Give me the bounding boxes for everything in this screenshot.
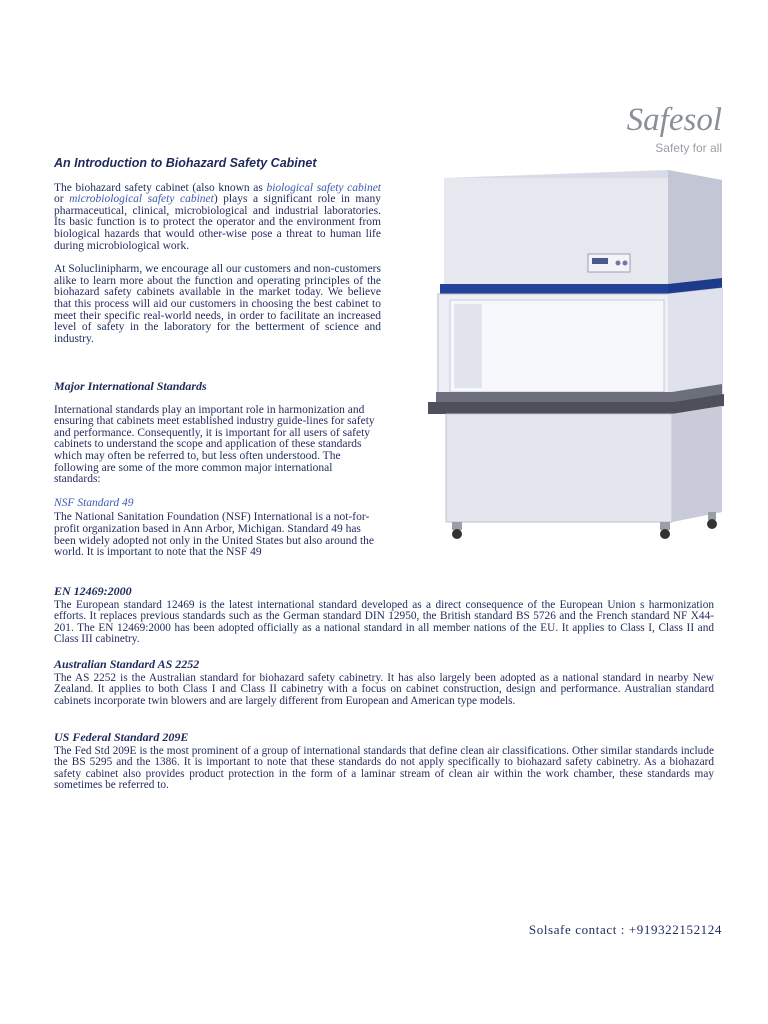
intro-paragraph-2: At Soluclinipharm, we encourage all our customers and non-customers alike to learn more about the function and operating principles of the biohazard safety cabinets available in the market today. We believe that this process will aid our customers in choosing the best cabinet to meet their specific real-world needs, in order to facilitate an increased level of safety in the laboratory for the betterment of science and industry. — [54, 263, 381, 345]
brand-tagline: Safety for all — [655, 141, 722, 155]
intro-section — [54, 158, 381, 345]
intro-p1-term-2: microbiological safety cabinet — [69, 193, 214, 206]
biohazard-cabinet-image — [410, 170, 730, 590]
nsf-title: NSF Standard 49 — [54, 496, 134, 509]
us-text: The Fed Std 209E is the most prominent of a group of international standards that define clean air classifications. Other similar standards include the BS 5295 and the 1386. It is important to note that these standards do not apply specifically to biohazard safety cabinetry. As a biohazard safety cabinet also provides product protection in the form of a laminar stream of clean air within the work chamber, these standards may sometimes be referred to. — [54, 744, 714, 792]
intro-p1-term-1: biological safety cabinet — [266, 181, 381, 194]
intro-p1-part-b: or — [54, 193, 70, 206]
standards-title: Major International Standards — [54, 379, 207, 393]
as-text: The AS 2252 is the Australian standard for biohazard safety cabinetry. It has also largely been adopted as a national standard in nearby New Zealand. It applies to both Class I and Class II cabinetry with a focus on cabinet construction, design and performance. Australian standard cabinets incorporate twin blowers and are largely different from European and American type models. — [54, 671, 714, 707]
brand-name: Safesol — [626, 102, 722, 138]
as-title: Australian Standard AS 2252 — [54, 657, 200, 671]
standards-section — [54, 381, 381, 559]
brand-block — [627, 104, 722, 155]
intro-p1-part-c: ) plays a significant role in many pharmaceutical, clinical, microbiological and industrial laboratories. Its basic function is to protect the operator and the environment from biological hazards that would other-wise pose a threat to human life during microbiological work. — [54, 193, 381, 252]
intro-paragraph-1 — [54, 183, 381, 253]
intro-p1-part-a: The biohazard safety cabinet (also known as — [54, 181, 267, 194]
en-title: EN 12469:2000 — [54, 584, 132, 598]
en-text: The European standard 12469 is the latest international standard developed as a direct consequence of the European Union s harmonization efforts. It replaces previous standards such as the German standard DIN 12950, the British standard BS 5726 and the French standard NF X44-201. The EN 12469:2000 has been adopted officially as a national standard in all member nations of the EU. It applies to Class I, Class II and Class III cabinetry. — [54, 598, 714, 646]
nsf-text: The National Sanitation Foundation (NSF) International is a not-for-profit organization based in Ann Arbor, Michigan. Standard 49 has been widely adopted not only in the United States but also around the world. It is important to note that the NSF 49 — [54, 511, 375, 559]
contact-line: Solsafe contact : +919322152124 — [528, 922, 722, 937]
us-section — [54, 732, 714, 792]
intro-title: An Introduction to Biohazard Safety Cabinet — [54, 156, 317, 170]
en-section — [54, 586, 714, 646]
us-title: US Federal Standard 209E — [54, 730, 189, 744]
as-section — [54, 659, 714, 707]
standards-paragraph: International standards play an important role in harmonization and ensuring that cabinets meet established industry guide-lines for safety and performance. Consequently, it is important for all users of safety cabinets to understand the scope and application of these standards which may often be referred to, but less often understood. The following are some of the more common major international standards: — [54, 403, 375, 486]
